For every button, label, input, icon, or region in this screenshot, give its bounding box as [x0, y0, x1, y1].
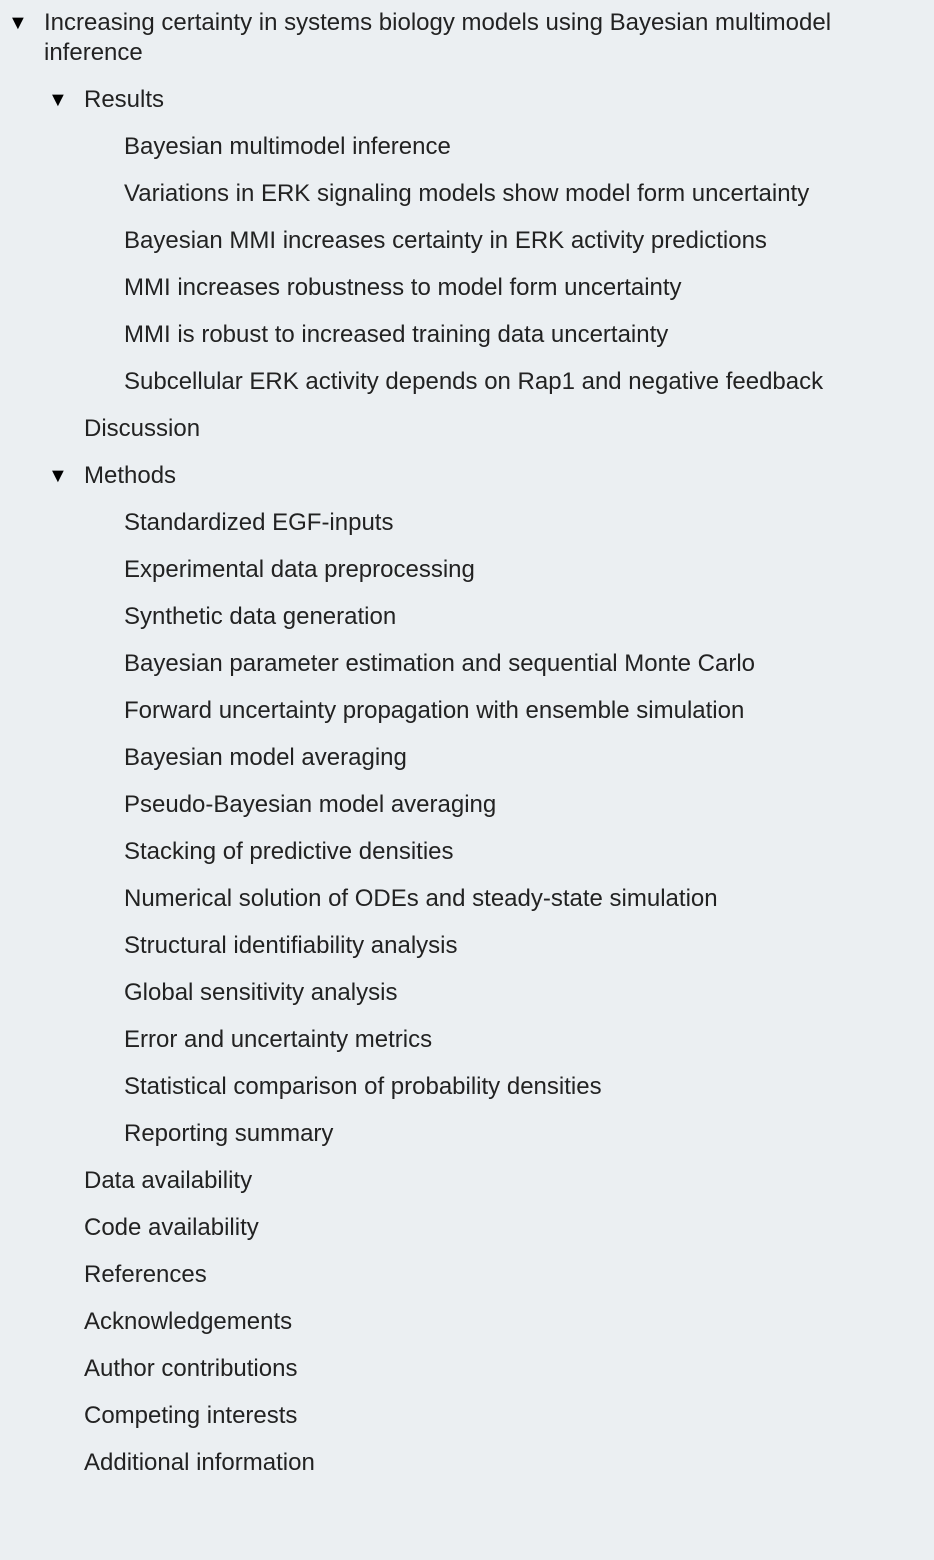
toc-subitem[interactable]: Bayesian model averaging [124, 744, 407, 771]
toc-subitem[interactable]: Statistical comparison of probability densities [124, 1073, 602, 1100]
collapse-triangle-icon[interactable]: ▼ [48, 465, 68, 487]
toc-subitem[interactable]: Error and uncertainty metrics [124, 1026, 433, 1053]
toc-subitem[interactable]: Numerical solution of ODEs and steady-state simulation [124, 885, 718, 912]
toc-subitem[interactable]: MMI increases robustness to model form uncertainty [124, 274, 682, 301]
toc-subitem[interactable]: Synthetic data generation [124, 603, 397, 630]
toc-subitem[interactable]: Bayesian parameter estimation and sequential Monte Carlo [124, 650, 756, 677]
toc-root-title[interactable] [44, 8, 914, 68]
toc-subitem[interactable]: Global sensitivity analysis [124, 979, 398, 1006]
toc-section-methods[interactable] [84, 461, 176, 491]
collapse-triangle-icon[interactable]: ▼ [48, 89, 68, 111]
toc-subitem[interactable]: Standardized EGF-inputs [124, 509, 394, 536]
toc-subitem[interactable]: Subcellular ERK activity depends on Rap1 and negative feedback [124, 368, 824, 395]
toc-section-competing-interests[interactable]: Competing interests [84, 1402, 298, 1429]
toc-subitem[interactable]: Bayesian MMI increases certainty in ERK activity predictions [124, 227, 767, 254]
toc-section-references[interactable]: References [84, 1261, 207, 1288]
toc-section-code-availability[interactable]: Code availability [84, 1214, 259, 1241]
toc-root-label: Increasing certainty in systems biology models using Bayesian multimodel inference [44, 9, 832, 66]
toc-subitem[interactable]: Pseudo-Bayesian model averaging [124, 791, 497, 818]
toc-subitem[interactable]: Bayesian multimodel inference [124, 133, 451, 160]
toc-subitem[interactable]: Variations in ERK signaling models show model form uncertainty [124, 180, 810, 207]
toc-section-additional-information[interactable]: Additional information [84, 1449, 315, 1476]
toc-section-data-availability[interactable]: Data availability [84, 1167, 253, 1194]
toc-section-label: Methods [84, 462, 177, 489]
toc-subitem[interactable]: Reporting summary [124, 1120, 334, 1147]
collapse-triangle-icon[interactable]: ▼ [8, 12, 28, 34]
toc-subitem[interactable]: Stacking of predictive densities [124, 838, 454, 865]
toc-subitem[interactable]: Forward uncertainty propagation with ensemble simulation [124, 697, 745, 724]
toc-section-label: Results [84, 86, 165, 113]
toc-section-author-contributions[interactable]: Author contributions [84, 1355, 298, 1382]
toc-subitem[interactable]: Structural identifiability analysis [124, 932, 458, 959]
toc-section-discussion[interactable]: Discussion [84, 415, 201, 442]
toc-subitem[interactable]: Experimental data preprocessing [124, 556, 475, 583]
toc-section-acknowledgements[interactable]: Acknowledgements [84, 1308, 293, 1335]
toc-subitem[interactable]: MMI is robust to increased training data uncertainty [124, 321, 669, 348]
toc-section-results[interactable] [84, 85, 164, 115]
